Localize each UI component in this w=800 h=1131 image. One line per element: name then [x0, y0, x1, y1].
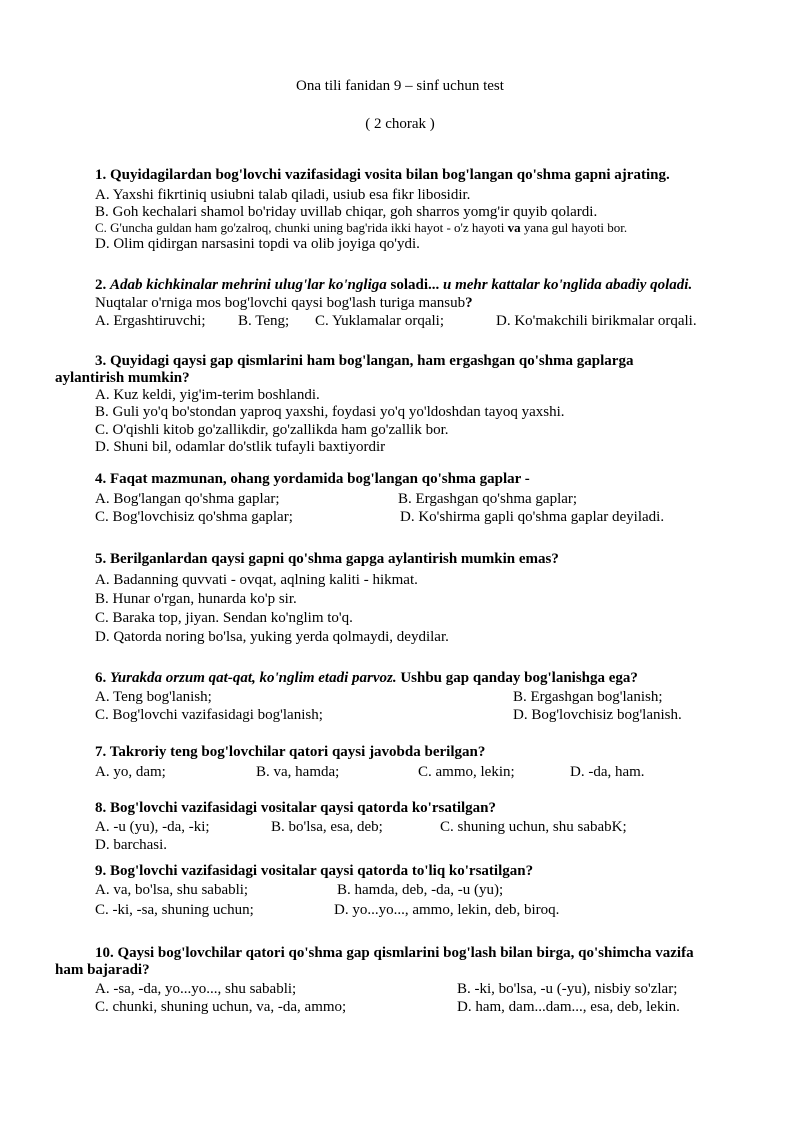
- question-1-option-c-tail: yana gul hayoti bor.: [520, 220, 628, 235]
- question-7-stem: 7. Takroriy teng bog'lovchilar qatori qaysi javobda berilgan?: [95, 744, 486, 760]
- question-5-option-a: A. Badanning quvvati - ovqat, aqlning kaliti - hikmat.: [95, 572, 418, 588]
- question-2-italic-2: u mehr kattalar ko'nglida abadiy qoladi.: [443, 277, 693, 293]
- question-10-stem-line-2: ham bajaradi?: [55, 962, 150, 978]
- question-10-option-b: B. -ki, bo'lsa, -u (-yu), nisbiy so'zlar;: [457, 981, 678, 997]
- question-5-stem: 5. Berilganlardan qaysi gapni qo'shma gapga aylantirish mumkin emas?: [95, 551, 559, 567]
- question-3-stem-line-1: 3. Quyidagi qaysi gap qismlarini ham bog'langan, ham ergashgan qo'shma gaplarga: [95, 353, 634, 369]
- question-5-option-b: B. Hunar o'rgan, hunarda ko'p sir.: [95, 591, 297, 607]
- question-2-option-a: A. Ergashtiruvchi;: [95, 313, 206, 329]
- question-3-option-c: C. O'qishli kitob go'zallikdir, go'zallikda ham go'zallik bor.: [95, 422, 449, 438]
- question-3-stem-line-2: aylantirish mumkin?: [55, 370, 190, 386]
- question-9-option-b: B. hamda, deb, -da, -u (yu);: [337, 882, 504, 898]
- question-10-option-c: C. chunki, shuning uchun, va, -da, ammo;: [95, 999, 347, 1015]
- question-3-option-a: A. Kuz keldi, yig'im-terim boshlandi.: [95, 387, 320, 403]
- question-1-option-c-bold: va: [507, 220, 521, 235]
- question-9-option-d: D. yo...yo..., ammo, lekin, deb, biroq.: [334, 902, 560, 918]
- question-9-stem: 9. Bog'lovchi vazifasidagi vositalar qaysi qatorda to'liq ko'rsatilgan?: [95, 863, 534, 879]
- question-5-option-d: D. Qatorda noring bo'lsa, yuking yerda qolmaydi, deydilar.: [95, 629, 449, 645]
- question-2-question-mark: ?: [465, 295, 473, 311]
- question-3-option-d: D. Shuni bil, odamlar do'stlik tufayli baxtiyordir: [95, 439, 386, 455]
- question-6-option-c: C. Bog'lovchi vazifasidagi bog'lanish;: [95, 707, 323, 723]
- question-2-line-2-text: Nuqtalar o'rniga mos bog'lovchi qaysi bog'lash turiga mansub: [95, 295, 466, 311]
- question-4-stem: 4. Faqat mazmunan, ohang yordamida bog'langan qo'shma gaplar -: [95, 471, 530, 487]
- question-2-mid: soladi...: [386, 277, 444, 293]
- question-4-option-a: A. Bog'langan qo'shma gaplar;: [95, 491, 280, 507]
- question-8-stem: 8. Bog'lovchi vazifasidagi vositalar qaysi qatorda ko'rsatilgan?: [95, 800, 497, 816]
- question-5-option-c: C. Baraka top, jiyan. Sendan ko'nglim to'q.: [95, 610, 353, 626]
- question-2-italic-1: Adab kichkinalar mehrini ulug'lar ko'ngliga: [110, 277, 387, 293]
- question-6-rest: Ushbu gap qanday bog'lanishga ega?: [396, 670, 638, 686]
- question-6-italic: Yurakda orzum qat-qat, ko'nglim etadi parvoz.: [110, 670, 397, 686]
- question-1-option-b: B. Goh kechalari shamol bo'riday uvillab chiqar, goh sharros yomg'ir quyib qolardi.: [95, 204, 598, 220]
- question-3-option-b: B. Guli yo'q bo'stondan yaproq yaxshi, foydasi yo'q yo'ldoshdan tayoq yaxshi.: [95, 404, 565, 420]
- question-8-option-b: B. bo'lsa, esa, deb;: [271, 819, 383, 835]
- question-7-option-d: D. -da, ham.: [570, 764, 645, 780]
- question-2-line-2: [95, 294, 473, 312]
- question-6-option-a: A. Teng bog'lanish;: [95, 689, 212, 705]
- page-title: Ona tili fanidan 9 – sinf uchun test: [296, 78, 504, 94]
- page-subtitle: ( 2 chorak ): [365, 116, 435, 132]
- question-9-option-a: A. va, bo'lsa, shu sababli;: [95, 882, 249, 898]
- question-10-stem-line-1: 10. Qaysi bog'lovchilar qatori qo'shma gap qismlarini bog'lash bilan birga, qo'shimcha vazifa: [95, 945, 694, 961]
- question-2-stem: [95, 276, 692, 294]
- question-10-option-a: A. -sa, -da, yo...yo..., shu sababli;: [95, 981, 297, 997]
- question-8-option-a: A. -u (yu), -da, -ki;: [95, 819, 210, 835]
- question-7-option-b: B. va, hamda;: [256, 764, 340, 780]
- question-10-option-d: D. ham, dam...dam..., esa, deb, lekin.: [457, 999, 680, 1015]
- question-4-option-d: D. Ko'shirma gapli qo'shma gaplar deyiladi.: [400, 509, 665, 525]
- question-1-option-c-text: C. G'uncha guldan ham go'zalroq, chunki uning bag'rida ikki hayot - o'z hayoti: [95, 220, 508, 235]
- question-1-option-d: D. Olim qidirgan narsasini topdi va olib joyiga qo'ydi.: [95, 236, 420, 252]
- question-7-option-c: C. ammo, lekin;: [418, 764, 515, 780]
- question-8-option-c: C. shuning uchun, shu sababK;: [440, 819, 627, 835]
- question-6-option-b: B. Ergashgan bog'lanish;: [513, 689, 663, 705]
- question-6-number: 6.: [95, 670, 110, 686]
- question-1-option-a: A. Yaxshi fikrtiniq usiubni talab qiladi, usiub esa fikr libosidir.: [95, 187, 471, 203]
- question-4-option-c: C. Bog'lovchisiz qo'shma gaplar;: [95, 509, 293, 525]
- question-6-stem: [95, 669, 638, 687]
- question-2-option-c: C. Yuklamalar orqali;: [315, 313, 444, 329]
- question-1-stem: 1. Quyidagilardan bog'lovchi vazifasidagi vosita bilan bog'langan qo'shma gapni ajrating.: [95, 167, 670, 183]
- question-2-option-b: B. Teng;: [238, 313, 290, 329]
- question-2-option-d: D. Ko'makchili birikmalar orqali.: [496, 313, 697, 329]
- question-6-option-d: D. Bog'lovchisiz bog'lanish.: [513, 707, 682, 723]
- question-2-number: 2.: [95, 277, 110, 293]
- question-4-option-b: B. Ergashgan qo'shma gaplar;: [398, 491, 578, 507]
- question-7-option-a: A. yo, dam;: [95, 764, 166, 780]
- question-9-option-c: C. -ki, -sa, shuning uchun;: [95, 902, 254, 918]
- question-8-option-d: D. barchasi.: [95, 837, 168, 853]
